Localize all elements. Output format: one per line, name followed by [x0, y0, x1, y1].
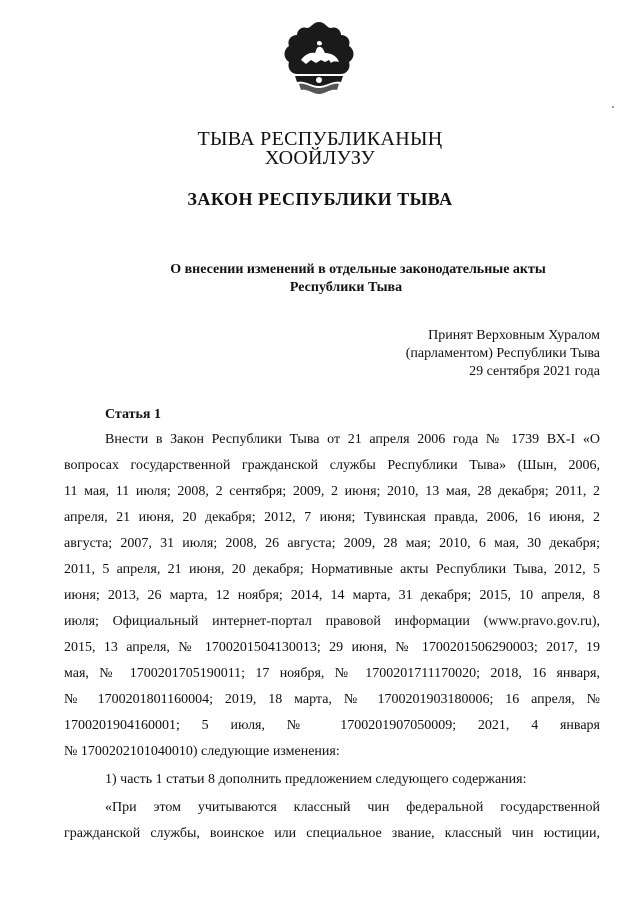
- quote-text-line: гражданской службы, воинское или специальное звание, классный чин юстиции,: [64, 826, 600, 841]
- adopted-date: 29 сентября 2021 года: [469, 364, 600, 379]
- article-text-line: № 1700202101040010) следующие изменения:: [64, 744, 340, 759]
- article-heading: Статья 1: [105, 407, 161, 422]
- article-text-line: июля; Официальный интернет-портал правовой информации (www.pravo.gov.ru),: [64, 614, 600, 629]
- subtitle-line-2: Республики Тыва: [289, 280, 403, 295]
- scan-speck: [612, 106, 614, 108]
- article-text-line: Внести в Закон Республики Тыва от 21 апреля 2006 года № 1739 ВХ-I «О: [105, 432, 600, 447]
- article-text-line: августа; 2007, 31 июля; 2008, 26 августа; 2009, 28 мая; 2010, 6 мая, 30 декабря;: [64, 536, 600, 551]
- article-text-line: 1700201904160001; 5 июля, № 1700201907050009; 2021, 4 января: [64, 718, 600, 733]
- article-text-line: мая, № 1700201705190011; 17 ноября, № 1700201711170020; 2018, 16 января,: [64, 666, 600, 681]
- quote-text-line: «При этом учитываются классный чин федеральной государственной: [105, 800, 600, 815]
- article-text-line: 11 мая, 11 июля; 2008, 2 сентября; 2009, 2 июня; 2010, 13 мая, 28 декабря; 2011, 2: [64, 484, 600, 499]
- tuva-coat-of-arms-emblem: [281, 20, 357, 100]
- law-title: ЗАКОН РЕСПУБЛИКИ ТЫВА: [187, 189, 453, 209]
- header-line-tuvan: ТЫВА РЕСПУБЛИКАНЫҢ: [197, 128, 443, 150]
- article-text-line: вопросах государственной гражданской службы Республики Тыва» (Шын, 2006,: [64, 458, 600, 473]
- adopted-by: Принят Верховным Хуралом: [428, 328, 600, 343]
- adopted-by-parliament: (парламентом) Республики Тыва: [405, 346, 600, 361]
- article-text-line: апреля, 21 июня, 20 декабря; 2012, 7 июня; Тувинская правда, 2006, 16 июня, 2: [64, 510, 600, 525]
- article-text-line: июня; 2013, 26 марта, 12 ноября; 2014, 14 марта, 31 декабря; 2015, 10 апреля, 8: [64, 588, 600, 603]
- article-text-line: № 1700201801160004; 2019, 18 марта, № 1700201903180006; 16 апреля, №: [64, 692, 600, 707]
- subtitle-line-1: О внесении изменений в отдельные законодательные акты: [170, 262, 546, 277]
- article-text-line: 2015, 13 апреля, № 1700201504130013; 29 июня, № 1700201506290003; 2017, 19: [64, 640, 600, 655]
- amendment-item-1: 1) часть 1 статьи 8 дополнить предложением следующего содержания:: [105, 772, 527, 787]
- header-line-law: ХООЙЛУЗУ: [264, 147, 376, 169]
- article-text-line: 2011, 5 апреля, 21 июня, 20 декабря; Нормативные акты Республики Тыва, 2012, 5: [64, 562, 600, 577]
